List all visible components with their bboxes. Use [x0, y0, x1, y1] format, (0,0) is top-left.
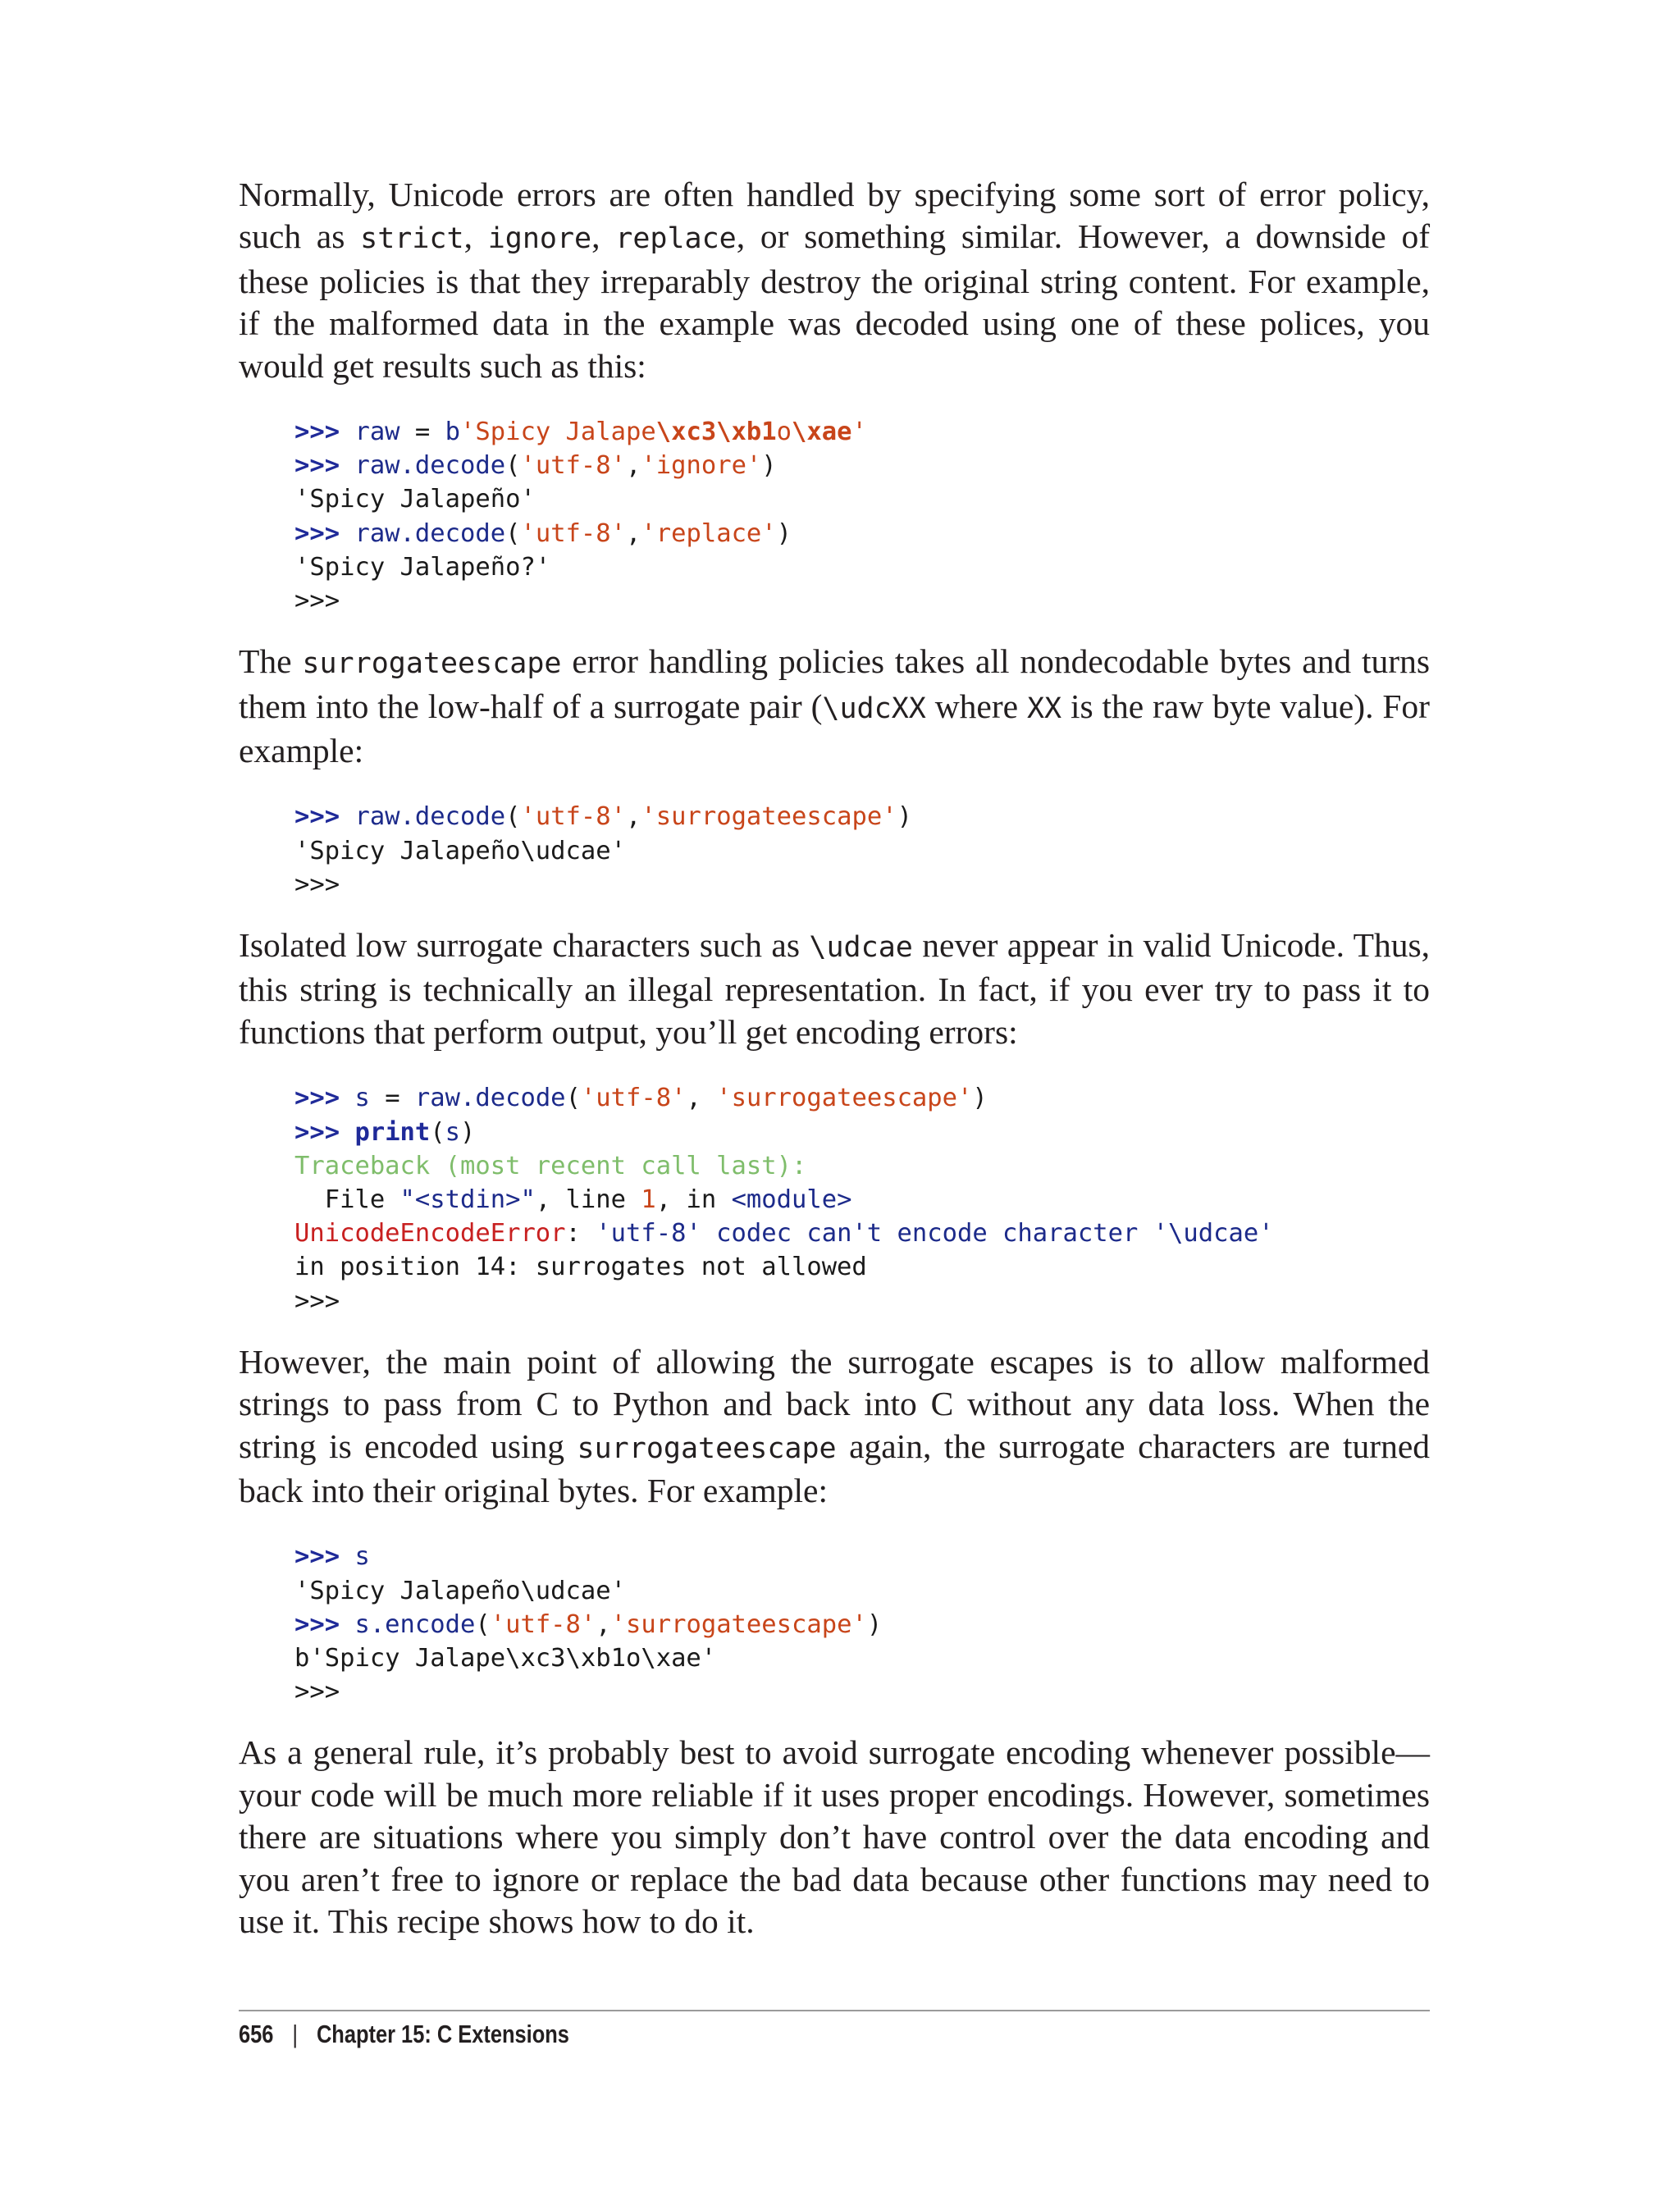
footer-divider	[239, 2010, 1430, 2011]
text-run: The	[239, 642, 303, 681]
inline-code: replace	[615, 222, 737, 256]
inline-code: XX	[1026, 692, 1062, 725]
code-block-encode-roundtrip: >>> s 'Spicy Jalapeño\udcae' >>> s.encode('utf-8','surrogateescape') b'Spicy Jalape\xc3\xb1o\xae' >>>	[294, 1542, 883, 1707]
code-block-decode-policies: >>> raw = b'Spicy Jalape\xc3\xb1o\xae' >>> raw.decode('utf-8','ignore') 'Spicy Jalapeño' >>> raw.decode('utf-8','replace') 'Spicy Jalapeño?' >>>	[294, 418, 867, 616]
footer-separator: |	[292, 2020, 298, 2048]
text-run: is the raw byte value). For example:	[239, 687, 1430, 770]
paragraph-isolated-surrogates	[239, 924, 1430, 1053]
text-run: again, the surrogate characters are turned back into their original bytes. For example:	[239, 1427, 1430, 1509]
paragraph-general-rule	[239, 1732, 1430, 1942]
inline-code: surrogateescape	[577, 1431, 837, 1465]
text-run: ,	[591, 217, 616, 256]
chapter-title: Chapter 15: C Extensions	[316, 2020, 569, 2048]
inline-code: strict	[360, 222, 464, 256]
paragraph-error-policies	[239, 174, 1430, 387]
text-run: Isolated low surrogate characters such as	[239, 926, 810, 965]
inline-code: \udcae	[809, 931, 913, 965]
inline-code: \udcXX	[822, 692, 926, 725]
page-number: 656	[239, 2020, 274, 2048]
paragraph-main-point	[239, 1341, 1430, 1513]
inline-code: ignore	[487, 222, 592, 256]
text-run: , or something similar. However, a downside of these policies is that they irreparably destroy the original string content. For example, if the malformed data in the example was decoded using one of these polices, you would get results such as this:	[239, 217, 1431, 385]
text-run: However, the main point of allowing the surrogate escapes is to allow malformed strings to pass from C to Python and back into C without any data loss. When the string is encoded using	[239, 1342, 1430, 1465]
text-run: error handling policies takes all nondecodable bytes and turns them into the low-half of a surrogate pair (	[239, 642, 1430, 725]
code-block-encode-error: >>> s = raw.decode('utf-8', 'surrogateescape') >>> print(s) Traceback (most recent call last): File "<stdin>", line 1, in <module> UnicodeEncodeError: 'utf-8' codec can't encode character '\udcae' in position 14: surrogates not allowed >>>	[294, 1084, 1274, 1316]
code-block-surrogateescape-decode: >>> raw.decode('utf-8','surrogateescape') 'Spicy Jalapeño\udcae' >>>	[294, 802, 912, 899]
text-run: never appear in valid Unicode. Thus, this string is technically an illegal representation. In fact, if you ever try to pass it to functions that perform output, you’ll get encoding errors:	[239, 926, 1430, 1051]
text-run: ,	[463, 217, 488, 256]
text-run: As a general rule, it’s probably best to avoid surrogate encoding whenever possible—your code will be much more reliable if it uses proper encodings. However, sometimes there are situations where you simply don’t have control over the data encoding and you aren’t free to ignore or replace the bad data because other functions may need to use it. This recipe shows how to do it.	[239, 1733, 1430, 1940]
inline-code: surrogateescape	[302, 647, 562, 681]
page-content	[239, 174, 1430, 1942]
text-run: where	[925, 687, 1027, 725]
text-run: Normally, Unicode errors are often handled by specifying some sort of error policy, such as	[239, 176, 1430, 256]
paragraph-surrogateescape	[239, 641, 1430, 772]
page-footer	[239, 2020, 569, 2049]
